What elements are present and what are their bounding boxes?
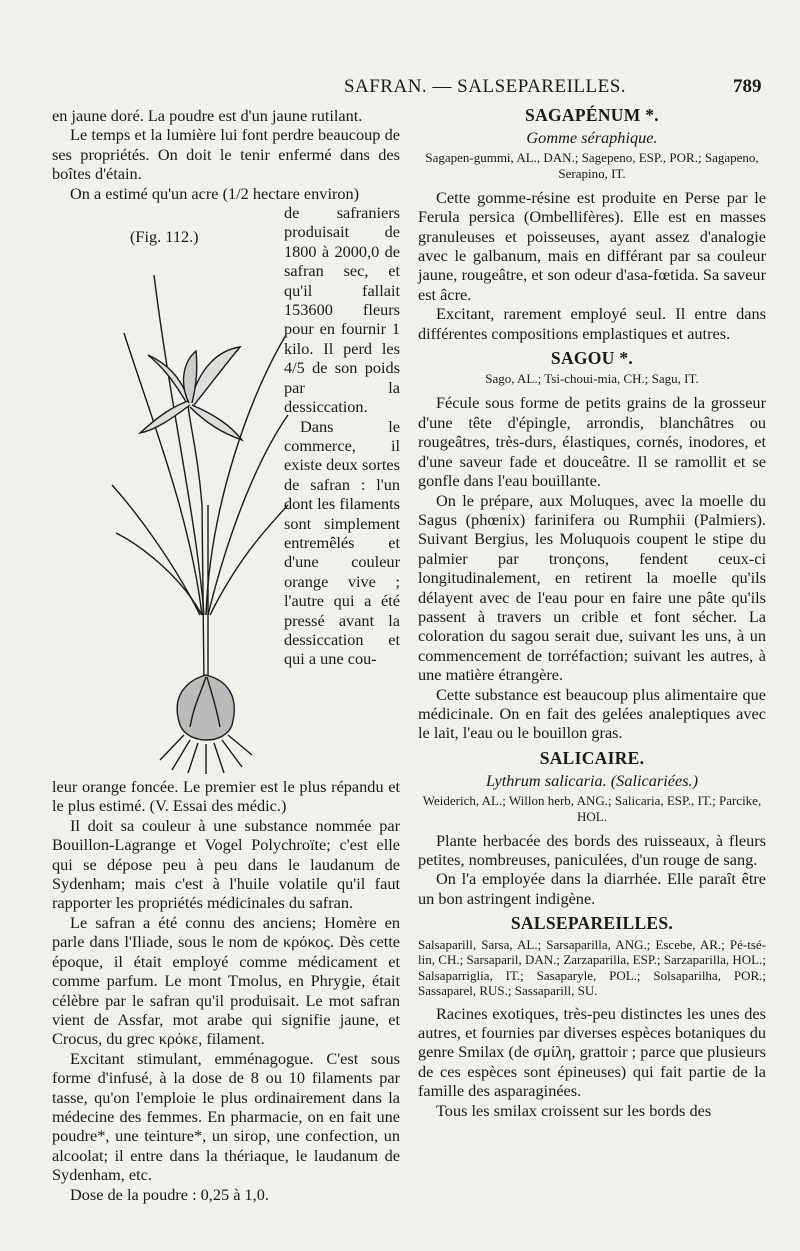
paragraph: Fécule sous forme de petits grains de la grosseur d'une tête d'épingle, arrondis, blanchâtres ou rougeâtres, très-durs, élastiques, cornés, inodores, et d'une saveur fade et douceâtre. Il se ramollit et se gonfle dans l'eau bouillante. [418, 393, 766, 491]
left-column [52, 106, 400, 1204]
figure-side-text [284, 203, 400, 669]
paragraph: On le prépare, aux Moluques, avec la moelle du Sagus (phœnix) farinifera ou Rumphii (Palmiers). Suivant Bergius, les Moluquois coupent le stipe du palmier par tronçons, fendent ceux-ci longitudinalement, en retirent la moelle qu'ils délayent avec de l'eau pour en faire une pâte qu'ils passent à travers un crible et font sécher. La coloration du sagou serait due, suivant les uns, à un commencement de torréfaction; suivant les autres, à une matière étrangère. [418, 490, 766, 685]
running-title: SAFRAN. — SALSEPAREILLES. [343, 76, 627, 97]
synonyms: Sagapen-gummi, AL., DAN.; Sagepeno, ESP., POR.; Sagapeno, Serapino, IT. [425, 149, 759, 181]
saffron-crocus-illustration [110, 255, 290, 775]
right-column [418, 106, 766, 1120]
paragraph: Cette substance est beaucoup plus alimentaire que médicinale. On en fait des gelées analeptiques avec le lait, l'eau ou le bouillon gras. [418, 684, 766, 743]
paragraph: Il doit sa couleur à une substance nommée par Bouillon-Lagrange et Vogel Polychroïte; c'est elle qui se dépose peu à peu dans le laudanum de Sydenham; mais c'est à l'huile volatile qu'il faut rapporter les propriétés médicinales du safran. [52, 815, 400, 913]
paragraph: leur orange foncée. Le premier est le plus répandu et le plus estimé. (V. Essai des médic.) [52, 777, 400, 816]
paragraph: Racines exotiques, très-peu distinctes les unes des autres, et fournies par diverses espèces botaniques du genre Smilax (de σμίλη, grattoir ; parce que plusieurs de ces espèces sont épineuses) qui fait partie de la famille des asparaginées. [418, 1003, 766, 1101]
paragraph: Excitant, rarement employé seul. Il entre dans différentes compositions emplastiques et autres. [418, 304, 766, 343]
entry-title-salicaire: SALICAIRE. [539, 747, 645, 768]
figure-zone [52, 203, 400, 777]
entry-subtitle: Lythrum salicaria. (Salicariées.) [485, 771, 699, 791]
paragraph: Le safran a été connu des anciens; Homère en parle dans l'Iliade, sous le nom de κρόκος. Dès cette époque, il était employé comme médicament et comme parfum. Le mont Tmolus, en Phrygie, était célèbre par le safran qu'il produisait. Le mot safran vient de Assfar, mot arabe qui signifie jaune, et Crocus, du grec κρόκε, filament. [52, 912, 400, 1049]
paragraph: Cette gomme-résine est produite en Perse par le Ferula persica (Ombellifères). Elle est en masses granuleuses et poisseuses, ayant assez d'analogie avec le galbanum, mais en différant par sa couleur jaune, rougeâtre, et son odeur d'asa-fœtida. Sa saveur est âcre. [418, 187, 766, 304]
entry-title-sagapenum: SAGAPÉNUM *. [525, 105, 659, 125]
synonyms: Salsaparill, Sarsa, AL.; Sarsaparilla, ANG.; Escebe, AR.; Pé-tsé-lin, CH.; Sarsaparil, DAN.; Zarzaparilla, ESP.; Sarzaparilla, HOL.; Salsaparriglia, IT.; Sasaparyle, POL.; Solsaparilha, POR.; Sassaparel, RUS.; Sassaparill, SU. [418, 936, 766, 999]
paragraph: Dose de la poudre : 0,25 à 1,0. [70, 1184, 269, 1204]
paragraph: Dans le commerce, il existe deux sortes de safran : l'un dont les filaments sont simplement entremêlés et d'une couleur orange vive ; l'autre qui a été pressé avant la dessiccation et qui a une cou- [284, 416, 400, 669]
synonyms: Weiderich, AL.; Willon herb, ANG.; Salicaria, ESP., IT.; Parcike, HOL. [422, 792, 762, 824]
paragraph: Excitant stimulant, emménagogue. C'est sous forme d'infusé, à la dose de 8 ou 10 filaments par tasse, qu'on l'emploie le plus ordinairement dans la médecine des femmes. En pharmacie, on en fait une poudre*, une teinture*, un sirop, une confection, un alcoolat; il entre dans la thériaque, le laudanum de Sydenham, etc. [52, 1048, 400, 1185]
entry-title-salsepareilles: SALSEPAREILLES. [510, 913, 674, 934]
paragraph: Tous les smilax croissent sur les bords des [436, 1100, 712, 1120]
entry-title-sagou: SAGOU *. [550, 348, 634, 369]
paragraph: On a estimé qu'un acre (1/2 hectare environ) [70, 183, 360, 203]
paragraph: de safraniers produisait de 1800 à 2000,0 de safran sec, et qu'il fallait 153600 fleurs pour en fournir 1 kilo. Il perd les 4/5 de son poids par la dessiccation. [284, 203, 400, 417]
paragraph: Le temps et la lumière lui font perdre beaucoup de ses propriétés. On doit le tenir enfermé dans des boîtes d'étain. [52, 125, 400, 184]
synonyms: Sago, AL.; Tsi-choui-mia, CH.; Sagu, IT. [485, 371, 699, 387]
paragraph: en jaune doré. La poudre est d'un jaune rutilant. [52, 106, 363, 125]
page-number: 789 [733, 76, 762, 97]
paragraph: On l'a employée dans la diarrhée. Elle paraît être un bon astringent indigène. [418, 869, 766, 908]
paragraph: Plante herbacée des bords des ruisseaux, à fleurs petites, nombreuses, paniculées, d'un rouge de sang. [418, 830, 766, 869]
figure-caption: (Fig. 112.) [130, 227, 199, 247]
entry-subtitle: Gomme séraphique. [526, 128, 658, 148]
